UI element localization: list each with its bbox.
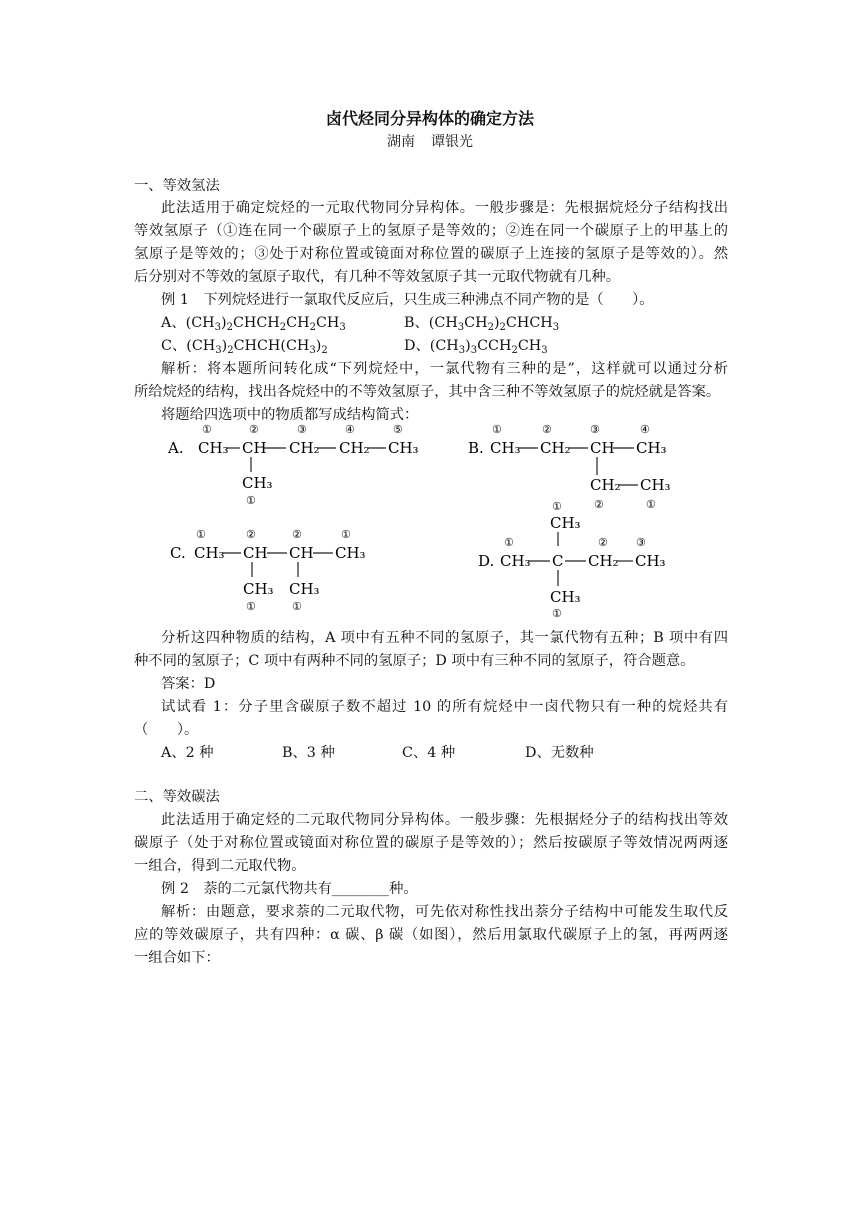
section-heading-1: 一、等效氢法 — [134, 178, 220, 194]
structure-a — [160, 418, 440, 514]
h-label: ③ — [636, 536, 646, 549]
atom-group: CH — [242, 439, 267, 457]
atom-group: C — [552, 552, 564, 570]
atom-group: CH — [289, 544, 314, 562]
paragraph-line: 分析这四种物质的结构，A 项中有五种不同的氢原子，其一氯代物有五种；B 项中有四 — [161, 630, 728, 646]
h-label: ② — [246, 528, 256, 541]
atom-group: CH₃ — [243, 580, 274, 598]
h-label: ① — [504, 536, 514, 549]
try-option-c: C、4 种 — [402, 745, 456, 761]
h-label: ② — [598, 536, 608, 549]
author-name: 谭银光 — [431, 134, 473, 150]
option-a: A、$(CH_3)_2CHCH_2CH_2CH_3$ — [161, 315, 346, 333]
paragraph-line: 等效氢原子（①连在同一个碳原子上的氢原子是等效的；②连在同一个碳原子上的甲基上的 — [134, 223, 728, 239]
atom-group: CH — [243, 544, 268, 562]
paragraph-line: 一组合，得到二元取代物。 — [134, 858, 306, 874]
atom-group: CH₂ — [590, 476, 621, 494]
atom-group: CH₃ — [388, 439, 419, 457]
struct-letter: A. — [168, 439, 184, 457]
h-label: ① — [552, 607, 562, 620]
h-label: ② — [594, 498, 604, 511]
h-label: ④ — [640, 423, 650, 436]
paragraph-line: 后分别对不等效的氢原子取代，有几种不等效氢原子其一元取代物就有几种。 — [134, 269, 621, 285]
h-label: ① — [196, 528, 206, 541]
h-label: ① — [202, 423, 212, 436]
paragraph-line: 氢原子是等效的；③处于对称位置或镜面对称位置的碳原子上连接的氢原子是等效的）。然 — [134, 246, 728, 262]
struct-letter: C. — [170, 544, 186, 562]
section-heading-2: 二、等效碳法 — [134, 789, 220, 805]
paragraph-line: 试试看 1：分子里含碳原子数不超过 10 的所有烷烃中一卤代物只有一种的烷烃共有 — [161, 699, 728, 715]
example-1: 例 1 下列烷烃进行一氯取代反应后，只生成三种沸点不同产物的是（ ）。 — [161, 292, 654, 308]
paragraph-line: 应的等效碳原子，共有四种：α 碳、β 碳（如图），然后用氯取代碳原子上的氢，再两两逐 — [134, 927, 728, 943]
h-label: ① — [246, 494, 256, 507]
atom-group: CH₃ — [198, 439, 229, 457]
h-label: ① — [492, 423, 502, 436]
atom-group: CH₃ — [640, 476, 671, 494]
atom-group: CH₃ — [636, 439, 667, 457]
atom-group: CH₂ — [339, 439, 370, 457]
h-label: ① — [246, 600, 256, 613]
h-label: ③ — [297, 423, 307, 436]
paragraph-line: 此法适用于确定烷烃的一元取代物同分异构体。一般步骤是：先根据烷烃分子结构找出 — [161, 200, 728, 216]
h-label: ① — [341, 528, 351, 541]
atom-group: CH₃ — [500, 552, 531, 570]
try-option-b: B、3 种 — [282, 745, 335, 761]
try-option-d: D、无数种 — [525, 745, 594, 761]
h-label: ④ — [345, 423, 355, 436]
author-line — [0, 131, 860, 151]
atom-group: CH₂ — [588, 552, 619, 570]
page-title: 卤代烃同分异构体的确定方法 — [325, 109, 534, 128]
atom-group: CH₂ — [289, 439, 320, 457]
atom-group: CH₃ — [335, 544, 366, 562]
atom-group: CH₃ — [550, 588, 581, 606]
atom-group: CH₃ — [289, 580, 320, 598]
atom-group: CH₃ — [490, 439, 521, 457]
struct-letter: D. — [478, 552, 495, 570]
h-label: ② — [292, 528, 302, 541]
atom-group: CH₂ — [540, 439, 571, 457]
atom-group: CH — [590, 439, 615, 457]
example-2: 例 2 萘的二元氯代物共有________种。 — [161, 881, 418, 897]
atom-group: CH₃ — [194, 544, 225, 562]
paragraph-line: 所给烷烃的结构，找出各烷烃中的不等效氢原子，其中含三种不等效氢原子的烷烃就是答案。 — [134, 384, 721, 400]
paragraph-line: 将题给四选项中的物质都写成结构简式： — [161, 407, 419, 423]
paragraph-line: 此法适用于确定烃的二元取代物同分异构体。一般步骤：先根据烃分子的结构找出等效 — [161, 812, 728, 828]
h-label: ① — [646, 498, 656, 511]
structure-d — [476, 496, 706, 624]
paragraph-line: 解析：由题意，要求萘的二元取代物，可先依对称性找出萘分子结构中可能发生取代反 — [161, 904, 728, 920]
paragraph-line: 解析：将本题所问转化成“下列烷烃中，一氯代物有三种的是”，这样就可以通过分析 — [161, 361, 728, 377]
h-label: ⑤ — [393, 423, 403, 436]
h-label: ③ — [590, 423, 600, 436]
struct-letter: B. — [468, 439, 484, 457]
answer-line: 答案：D — [161, 676, 216, 692]
paragraph-line: （ ）。 — [134, 722, 199, 738]
author-region: 湖南 — [387, 134, 415, 150]
h-label: ① — [292, 600, 302, 613]
paragraph-line: 碳原子（处于对称位置或镜面对称位置的碳原子是等效的）；然后按碳原子等效情况两两逐 — [134, 835, 728, 851]
paragraph-line: 种不同的氢原子；C 项中有两种不同的氢原子；D 项中有三种不同的氢原子，符合题意。 — [134, 653, 695, 669]
option-c: C、$(CH_3)_2CHCH(CH_3)_2$ — [161, 338, 328, 356]
paragraph-line: 一组合如下： — [134, 950, 220, 966]
h-label: ② — [249, 423, 259, 436]
option-b: B、$(CH_3CH_2)_2CHCH_3$ — [404, 315, 560, 333]
h-label: ② — [542, 423, 552, 436]
option-d: D、$(CH_3)_3CCH_2CH_3$ — [404, 338, 548, 356]
try-option-a: A、2 种 — [161, 745, 214, 761]
structure-c — [166, 522, 396, 618]
atom-group: CH₃ — [635, 552, 666, 570]
atom-group: CH₃ — [242, 474, 273, 492]
h-label: ① — [552, 500, 562, 513]
atom-group: CH₃ — [550, 514, 581, 532]
